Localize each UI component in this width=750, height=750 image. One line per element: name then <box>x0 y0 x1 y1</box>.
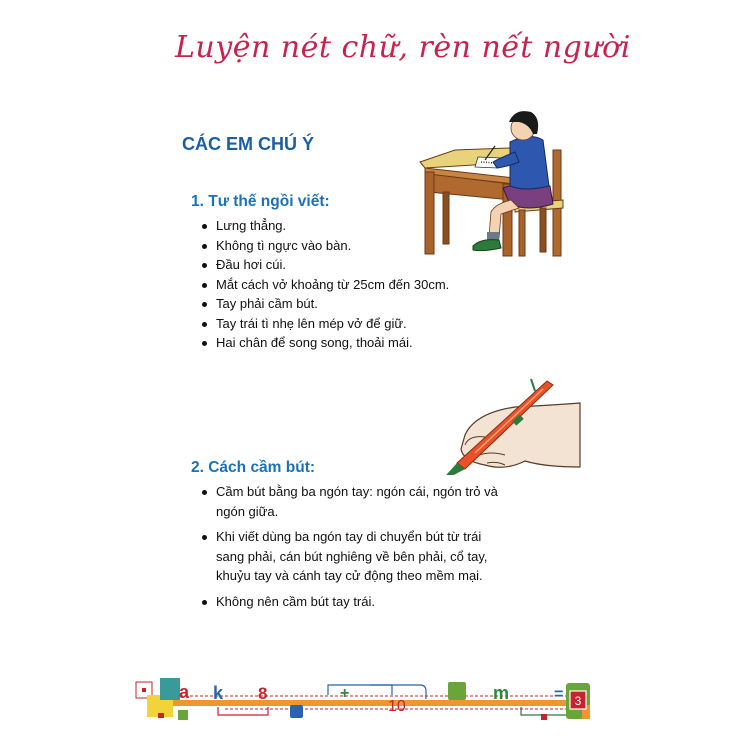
pen-grip-list <box>200 482 500 617</box>
footer-symbol-m: m <box>493 683 510 703</box>
footer-symbol-8: 8 <box>258 684 268 703</box>
list-item: Lưng thẳng. <box>200 216 500 236</box>
footer-symbol-a: a <box>179 682 190 702</box>
decorative-footer <box>130 665 590 725</box>
hand-holding-pen-illustration <box>435 375 585 475</box>
girl-writing-at-desk-illustration <box>415 100 580 260</box>
list-item: Hai chân để song song, thoải mái. <box>200 333 500 353</box>
list-item: Không tì ngực vào bàn. <box>200 236 500 256</box>
footer-symbol-10: 10 <box>388 698 406 715</box>
list-item: Đầu hơi cúi. <box>200 255 500 275</box>
list-item: Tay phải cầm bút. <box>200 294 500 314</box>
page-number: 3 <box>574 694 582 708</box>
footer-symbol-equals: = <box>554 686 564 703</box>
section-title-posture: 1. Tư thế ngồi viết: <box>191 193 330 210</box>
notice-heading: CÁC EM CHÚ Ý <box>182 134 315 154</box>
list-item: Khi viết dùng ba ngón tay di chuyển bút từ trái sang phải, cán bút nghiêng về bên phải, cổ tay, khuỷu tay và cánh tay cử động theo mềm mại. <box>200 527 500 586</box>
list-item: Không nên cầm bút tay trái. <box>200 592 500 612</box>
section-title-pen-grip: 2. Cách cầm bút: <box>191 459 316 476</box>
page-title: Luyện nét chữ, rèn nết người <box>175 30 631 65</box>
list-item: Tay trái tì nhẹ lên mép vở để giữ. <box>200 314 500 334</box>
footer-symbol-plus: + <box>340 685 350 702</box>
list-item: Cầm bút bằng ba ngón tay: ngón cái, ngón trỏ và ngón giữa. <box>200 482 500 521</box>
footer-symbol-k: k <box>213 683 224 703</box>
list-item: Mắt cách vở khoảng từ 25cm đến 30cm. <box>200 275 500 295</box>
